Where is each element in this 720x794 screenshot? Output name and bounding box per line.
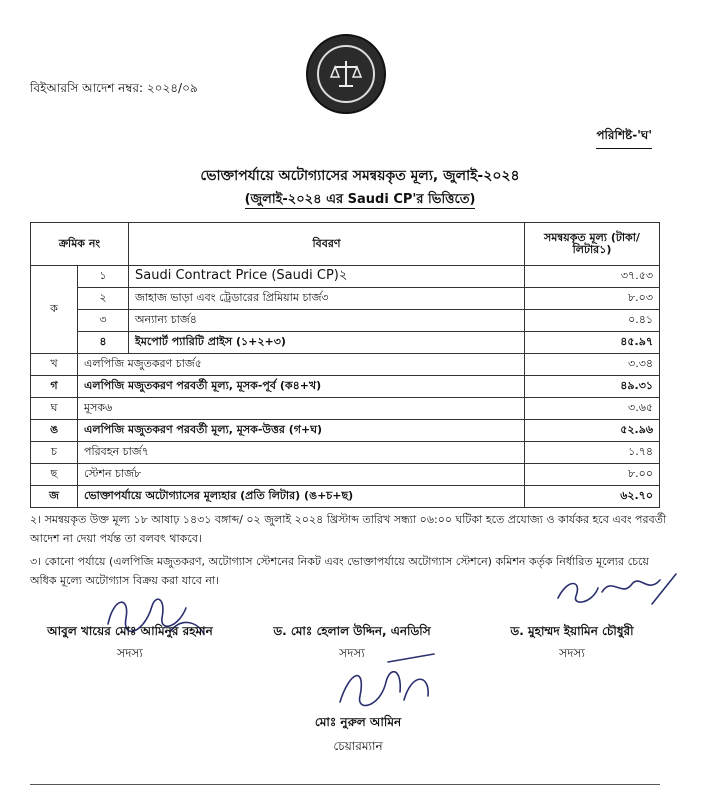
row-value: ৪৫.৯৭ bbox=[525, 332, 660, 354]
row-letter: খ bbox=[31, 354, 78, 376]
row-letter: ক bbox=[31, 266, 78, 354]
page-subtitle-text: (জুলাই-২০২৪ এর Saudi CP'র ভিত্তিতে) bbox=[244, 192, 476, 207]
row-description: মূসক৬ bbox=[78, 398, 525, 420]
row-description: এলপিজি মজুতকরণ চার্জ৫ bbox=[78, 354, 525, 376]
seal-inner-ring bbox=[317, 45, 375, 103]
annex-label: পরিশিষ্ট-'ঘ' bbox=[596, 127, 652, 149]
order-number: বিইআরসি আদেশ নম্বর: ২০২৪/০৯ bbox=[30, 81, 198, 95]
row-description: ভোক্তাপর্যায়ে অটোগ্যাসের মূল্যহার (প্রতি লিটার) (ঙ+চ+ছ) bbox=[78, 486, 525, 508]
table-row bbox=[31, 486, 660, 508]
table-row bbox=[31, 420, 660, 442]
signatory-3-role: সদস্য bbox=[559, 646, 585, 660]
header-value: সমন্বয়কৃত মূল্য (টাকা/লিটার১) bbox=[525, 223, 660, 266]
row-description: অন্যান্য চার্জ৪ bbox=[129, 310, 525, 332]
note-price-restriction: ৩। কোনো পর্যায়ে (এলপিজি মজুতকরণ, অটোগ্যাস স্টেশনের নিকট এবং ভোক্তাপর্যায়ে অটোগ্যাস স্টেশনে) কমিশন কর্তৃক নির্ধারিত মূল্যের চেয়ে অধিক মূল্যে অটোগ্যাস বিক্রয় করা যাবে না। bbox=[30, 555, 649, 588]
row-value: ৩.৬৫ bbox=[525, 398, 660, 420]
row-description: পরিবহন চার্জ৭ bbox=[78, 442, 525, 464]
row-value: ৬২.৭০ bbox=[525, 486, 660, 508]
row-letter: ছ bbox=[31, 464, 78, 486]
row-description: জাহাজ ভাড়া এবং ট্রেডারের প্রিমিয়াম চার্জ৩ bbox=[129, 288, 525, 310]
signatory-3-name: ড. মুহাম্মদ ইয়ামিন চৌধুরী bbox=[510, 624, 634, 638]
row-value: ৮.০৩ bbox=[525, 288, 660, 310]
row-number: ৩ bbox=[78, 310, 129, 332]
footer-divider bbox=[30, 784, 660, 785]
row-letter: চ bbox=[31, 442, 78, 464]
row-number: ২ bbox=[78, 288, 129, 310]
table-header-row bbox=[31, 223, 660, 266]
row-value: ৮.০০ bbox=[525, 464, 660, 486]
row-letter: জ bbox=[31, 486, 78, 508]
row-description: এলপিজি মজুতকরণ পরবর্তী মূল্য, মূসক-উত্তর (গ+ঘ) bbox=[78, 420, 525, 442]
table-row bbox=[31, 310, 660, 332]
row-value: ১.৭৪ bbox=[525, 442, 660, 464]
table-row bbox=[31, 332, 660, 354]
table-row bbox=[31, 442, 660, 464]
row-value: ৩৭.৫৩ bbox=[525, 266, 660, 288]
chairman-role: চেয়ারম্যান bbox=[333, 739, 383, 753]
signatory-2-name: ড. মোঃ হেলাল উদ্দিন, এনডিসি bbox=[273, 624, 431, 638]
signatory-1-role: সদস্য bbox=[117, 646, 143, 660]
signatory-1-name: আবুল খায়ের মোঃ আমিনুর রহমান bbox=[47, 624, 213, 638]
row-value: ০.৪১ bbox=[525, 310, 660, 332]
table-row bbox=[31, 376, 660, 398]
table-row bbox=[31, 288, 660, 310]
page-title: ভোক্তাপর্যায়ে অটোগ্যাসের সমন্বয়কৃত মূল্য, জুলাই-২০২৪ bbox=[200, 168, 520, 184]
table-row bbox=[31, 266, 660, 288]
price-table bbox=[30, 222, 660, 508]
row-value: ৩.৩৪ bbox=[525, 354, 660, 376]
note-effective-date: ২। সমন্বয়কৃত উক্ত মূল্য ১৮ আষাঢ় ১৪৩১ বঙ্গাব্দ/ ০২ জুলাই ২০২৪ খ্রিস্টাব্দ তারিখ সন্ধ্যা ০৬:০০ ঘটিকা হতে প্রযোজ্য ও কার্যকর হবে এবং পরবর্তী আদেশ না দেয়া পর্যন্ত তা বলবৎ থাকবে। bbox=[30, 513, 667, 546]
row-number: ১ bbox=[78, 266, 129, 288]
row-description: এলপিজি মজুতকরণ পরবর্তী মূল্য, মূসক-পূর্ব (ক৪+খ) bbox=[78, 376, 525, 398]
table-row bbox=[31, 464, 660, 486]
commission-seal-logo bbox=[306, 34, 386, 114]
row-value: ৪৯.৩১ bbox=[525, 376, 660, 398]
row-letter: গ bbox=[31, 376, 78, 398]
table-row bbox=[31, 398, 660, 420]
header-description: বিবরণ bbox=[129, 223, 525, 266]
header-serial: ক্রমিক নং bbox=[31, 223, 129, 266]
signature-member-3 bbox=[552, 568, 682, 614]
row-number: ৪ bbox=[78, 332, 129, 354]
scales-icon bbox=[329, 57, 363, 91]
signatory-2-role: সদস্য bbox=[339, 646, 365, 660]
row-description: স্টেশন চার্জ৮ bbox=[78, 464, 525, 486]
row-value: ৫২.৯৬ bbox=[525, 420, 660, 442]
table-row bbox=[31, 354, 660, 376]
row-letter: ঘ bbox=[31, 398, 78, 420]
page-subtitle bbox=[0, 190, 720, 211]
row-description: Saudi Contract Price (Saudi CP)২ bbox=[129, 266, 525, 288]
chairman-name: মোঃ নুরুল আমিন bbox=[314, 715, 402, 729]
row-description: ইমপোর্ট প্যারিটি প্রাইস (১+২+৩) bbox=[129, 332, 525, 354]
row-letter: ঙ bbox=[31, 420, 78, 442]
